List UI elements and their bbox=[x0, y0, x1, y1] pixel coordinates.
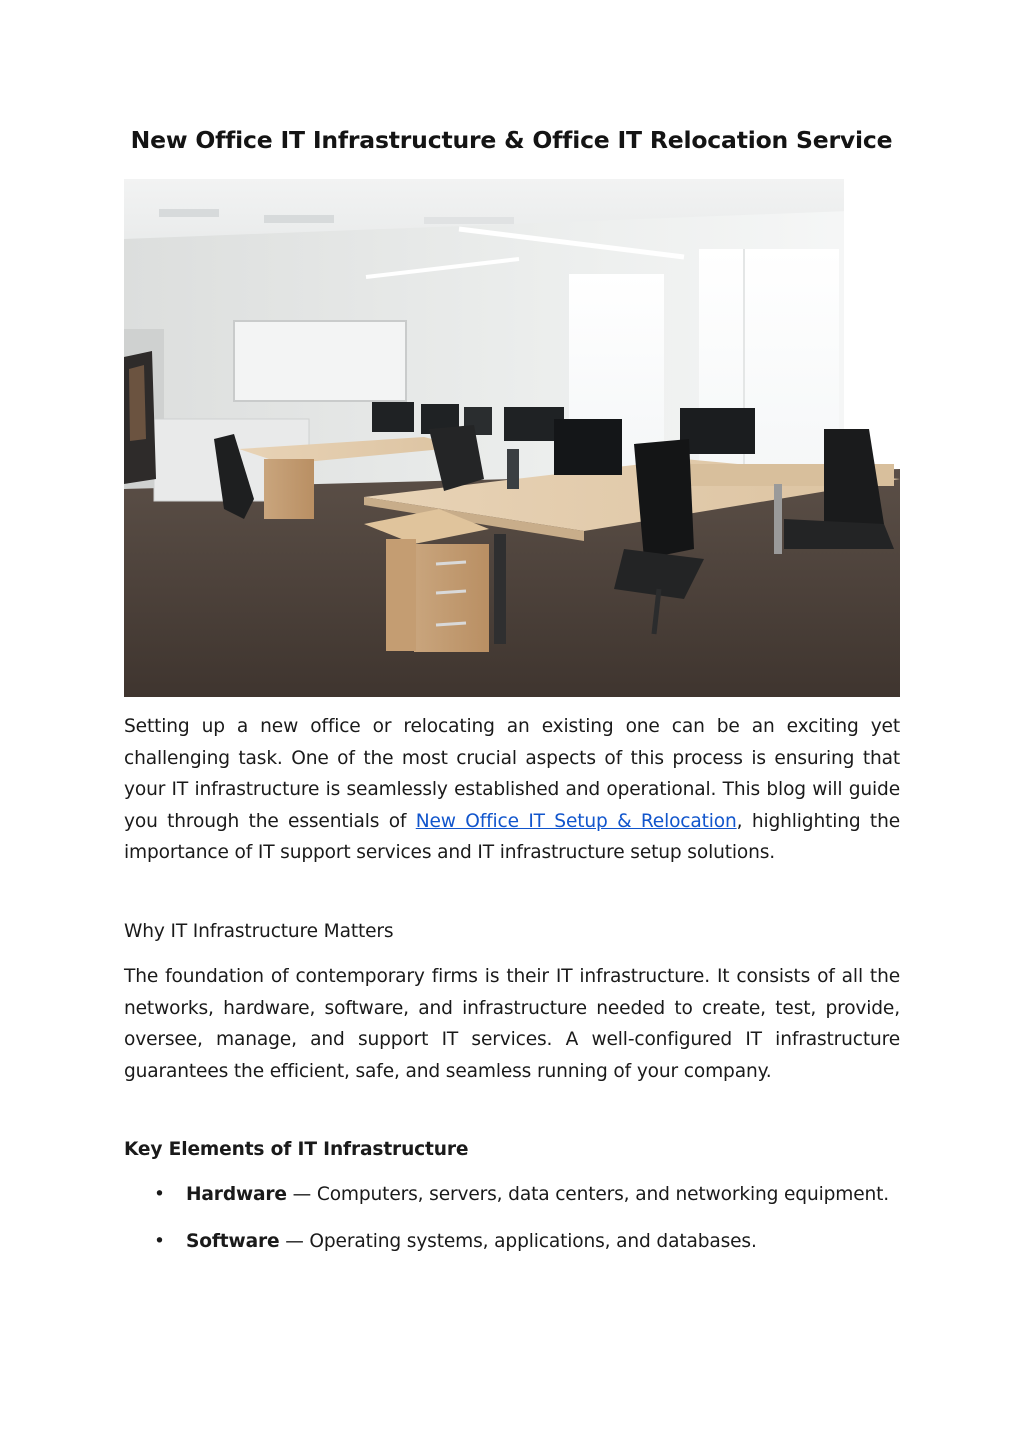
intro-text-after: , highlighting the importance of IT support services and IT infrastructure setup solutions. bbox=[124, 810, 900, 864]
why-paragraph: The foundation of contemporary firms is their IT infrastructure. It consists of all the networks, hardware, software, and infrastructure needed to create, test, provide, oversee, manage, and support IT services. A well-configured IT infrastructure guarantees the efficient, safe, and seamless running of your company. bbox=[124, 966, 900, 1082]
list-item-description: — Computers, servers, data centers, and networking equipment. bbox=[286, 1184, 890, 1205]
section-heading-key-elements: Key Elements of IT Infrastructure bbox=[124, 1139, 469, 1160]
key-elements-list bbox=[124, 1179, 900, 1257]
office-photo bbox=[124, 179, 900, 697]
list-item-term: Software bbox=[186, 1230, 280, 1252]
new-office-it-setup-link[interactable]: New Office IT Setup & Relocation bbox=[415, 810, 737, 832]
section-heading-why: Why IT Infrastructure Matters bbox=[124, 921, 394, 942]
bullet-icon: • bbox=[154, 1230, 165, 1252]
list-item-description: — Operating systems, applications, and databases. bbox=[279, 1230, 757, 1252]
intro-text-before: Setting up a new office or relocating an existing one can be an exciting yet challenging task. One of the most crucial aspects of this process is ensuring that your IT infrastructure is seamlessly established and operational. This blog will guide you through the essentials of bbox=[124, 716, 900, 832]
page-title: New Office IT Infrastructure & Office IT Relocation Service bbox=[130, 126, 893, 154]
list-item bbox=[124, 1226, 900, 1258]
intro-paragraph bbox=[124, 711, 900, 869]
bullet-icon: • bbox=[154, 1184, 165, 1205]
list-item-term: Hardware bbox=[186, 1184, 287, 1205]
list-item bbox=[124, 1179, 900, 1211]
